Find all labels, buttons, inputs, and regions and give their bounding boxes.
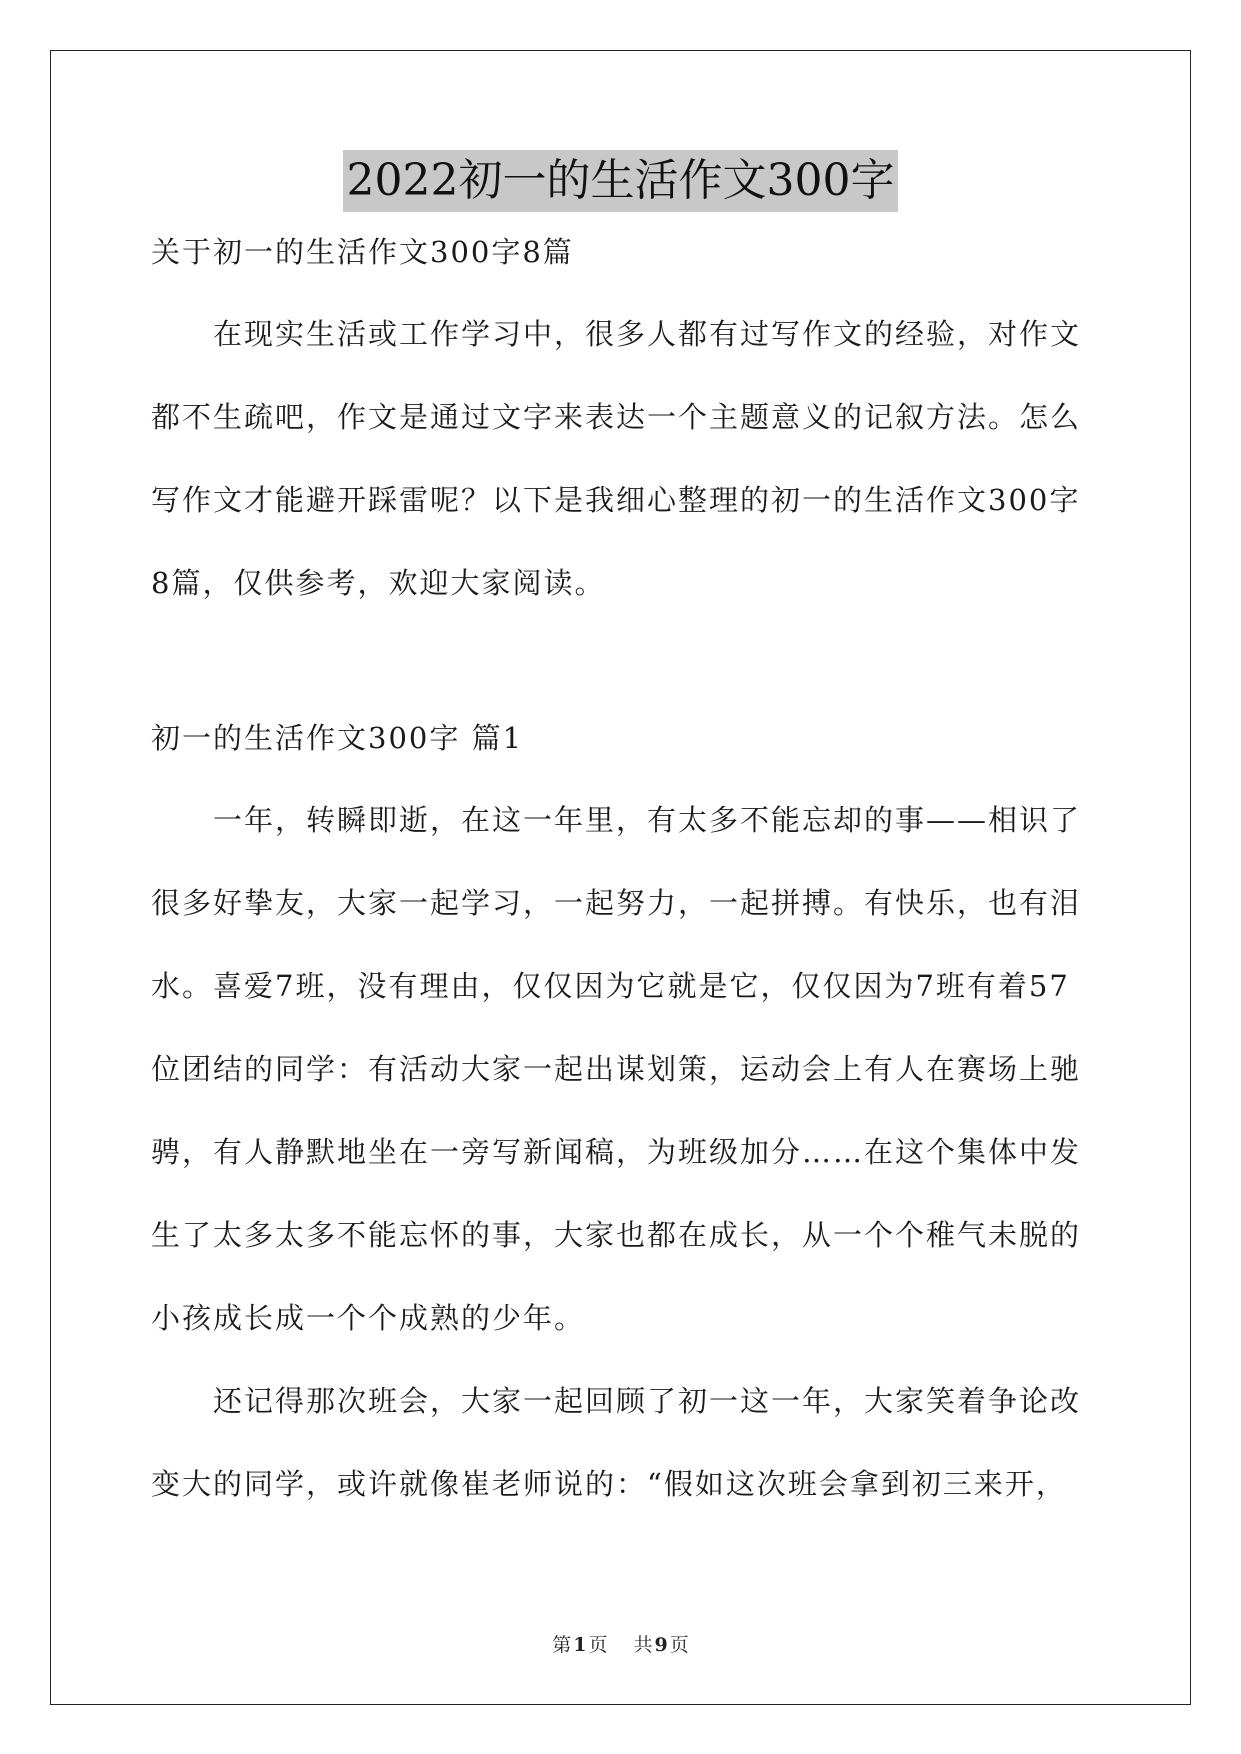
body-paragraph-2 <box>151 1381 1093 1504</box>
paragraph-line: 小孩成长成一个个成熟的少年。 <box>151 1301 586 1335</box>
intro-paragraph <box>151 314 1093 603</box>
page-prefix: 第 <box>552 1634 572 1656</box>
paragraph-line: 位团结的同学：有活动大家一起出谋划策，运动会上有人在赛场上驰 <box>151 1052 1082 1086</box>
total-suffix: 页 <box>669 1634 689 1656</box>
document-title: 2022初一的生活作文300字 <box>343 150 899 212</box>
paragraph-line: 都不生疏吧，作文是通过文字来表达一个主题意义的记叙方法。怎么 <box>151 400 1082 434</box>
page-footer <box>0 1630 1241 1657</box>
paragraph-line: 还记得那次班会，大家一起回顾了初一这一年，大家笑着争论改 <box>213 1384 1082 1418</box>
paragraph-line: 变大的同学，或许就像崔老师说的：“假如这次班会拿到初三来开， <box>151 1467 1067 1501</box>
paragraph-line: 生了太多太多不能忘怀的事，大家也都在成长，从一个个稚气未脱的 <box>151 1218 1082 1252</box>
page-suffix: 页 <box>588 1634 608 1656</box>
paragraph-line: 很多好挚友，大家一起学习，一起努力，一起拼搏。有快乐，也有泪 <box>151 886 1082 920</box>
page-total: 9 <box>654 1634 668 1656</box>
title-container <box>0 150 1241 212</box>
section-heading: 初一的生活作文300字 篇1 <box>151 721 524 755</box>
body-paragraph-1 <box>151 800 1093 1338</box>
document-subtitle: 关于初一的生活作文300字8篇 <box>151 235 574 269</box>
total-prefix: 共 <box>633 1634 653 1656</box>
paragraph-line: 在现实生活或工作学习中，很多人都有过写作文的经验，对作文 <box>213 317 1082 351</box>
paragraph-line: 一年，转瞬即逝，在这一年里，有太多不能忘却的事——相识了 <box>213 803 1082 837</box>
page-current: 1 <box>573 1634 587 1656</box>
paragraph-line: 骋，有人静默地坐在一旁写新闻稿，为班级加分……在这个集体中发 <box>151 1135 1082 1169</box>
paragraph-line: 8篇，仅供参考，欢迎大家阅读。 <box>151 566 606 600</box>
document-body <box>151 232 1093 1504</box>
paragraph-line: 水。喜爱7班，没有理由，仅仅因为它就是它，仅仅因为7班有着57 <box>151 969 1070 1003</box>
paragraph-line: 写作文才能避开踩雷呢？以下是我细心整理的初一的生活作文300字 <box>151 483 1081 517</box>
